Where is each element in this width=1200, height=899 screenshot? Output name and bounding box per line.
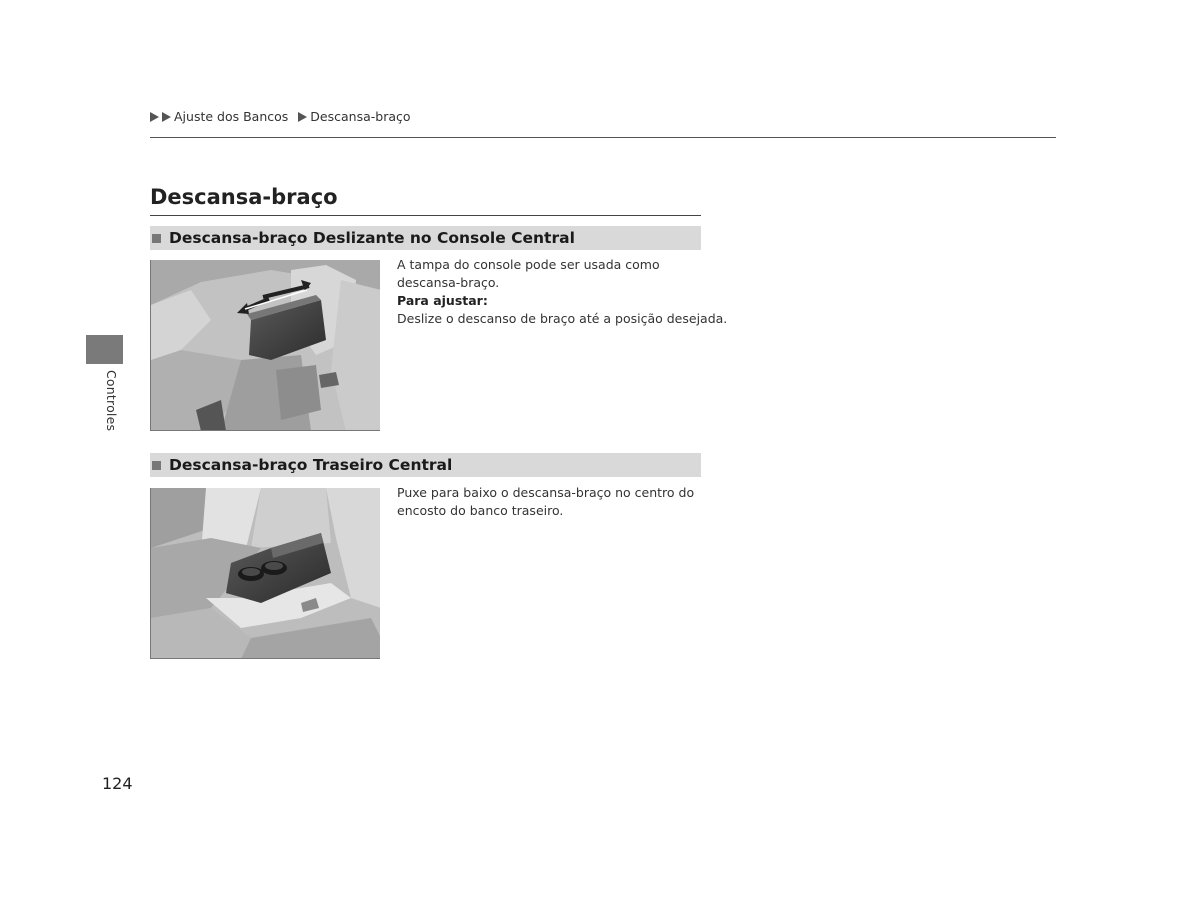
page-title: Descansa-braço [150,185,338,209]
breadcrumb-item-descansa-braco[interactable]: Descansa-braço [310,109,411,124]
header-divider [150,137,1056,138]
section-heading: Descansa-braço Deslizante no Console Central [169,229,575,247]
instruction-subheading: Para ajustar: [397,293,488,308]
section-header-console-armrest [150,226,701,250]
body-line: encosto do banco traseiro. [397,503,564,518]
breadcrumb-arrow-icon [298,112,307,122]
breadcrumb-item-ajuste-dos-bancos[interactable]: Ajuste dos Bancos [174,109,289,124]
chapter-tab-label: Controles [104,370,119,432]
section-heading: Descansa-braço Traseiro Central [169,456,453,474]
section-2-body [397,484,707,520]
chapter-tab-marker [86,335,123,364]
breadcrumb-arrow-icon [150,112,159,122]
console-armrest-svg [151,260,380,431]
section-marker-icon [152,461,161,470]
rear-armrest-svg [151,488,380,659]
body-line: Puxe para baixo o descansa-braço no centro do [397,485,695,500]
console-armrest-illustration [150,260,380,431]
title-divider [150,215,701,216]
breadcrumb-arrow-icon [162,112,171,122]
body-line: descansa-braço. [397,275,500,290]
body-line: A tampa do console pode ser usada como [397,257,660,272]
section-marker-icon [152,234,161,243]
rear-armrest-illustration [150,488,380,659]
page-number: 124 [102,774,133,793]
instruction-text: Deslize o descanso de braço até a posição desejada. [397,311,728,326]
section-header-rear-armrest [150,453,701,477]
breadcrumb [150,109,411,124]
section-1-body [397,256,728,328]
